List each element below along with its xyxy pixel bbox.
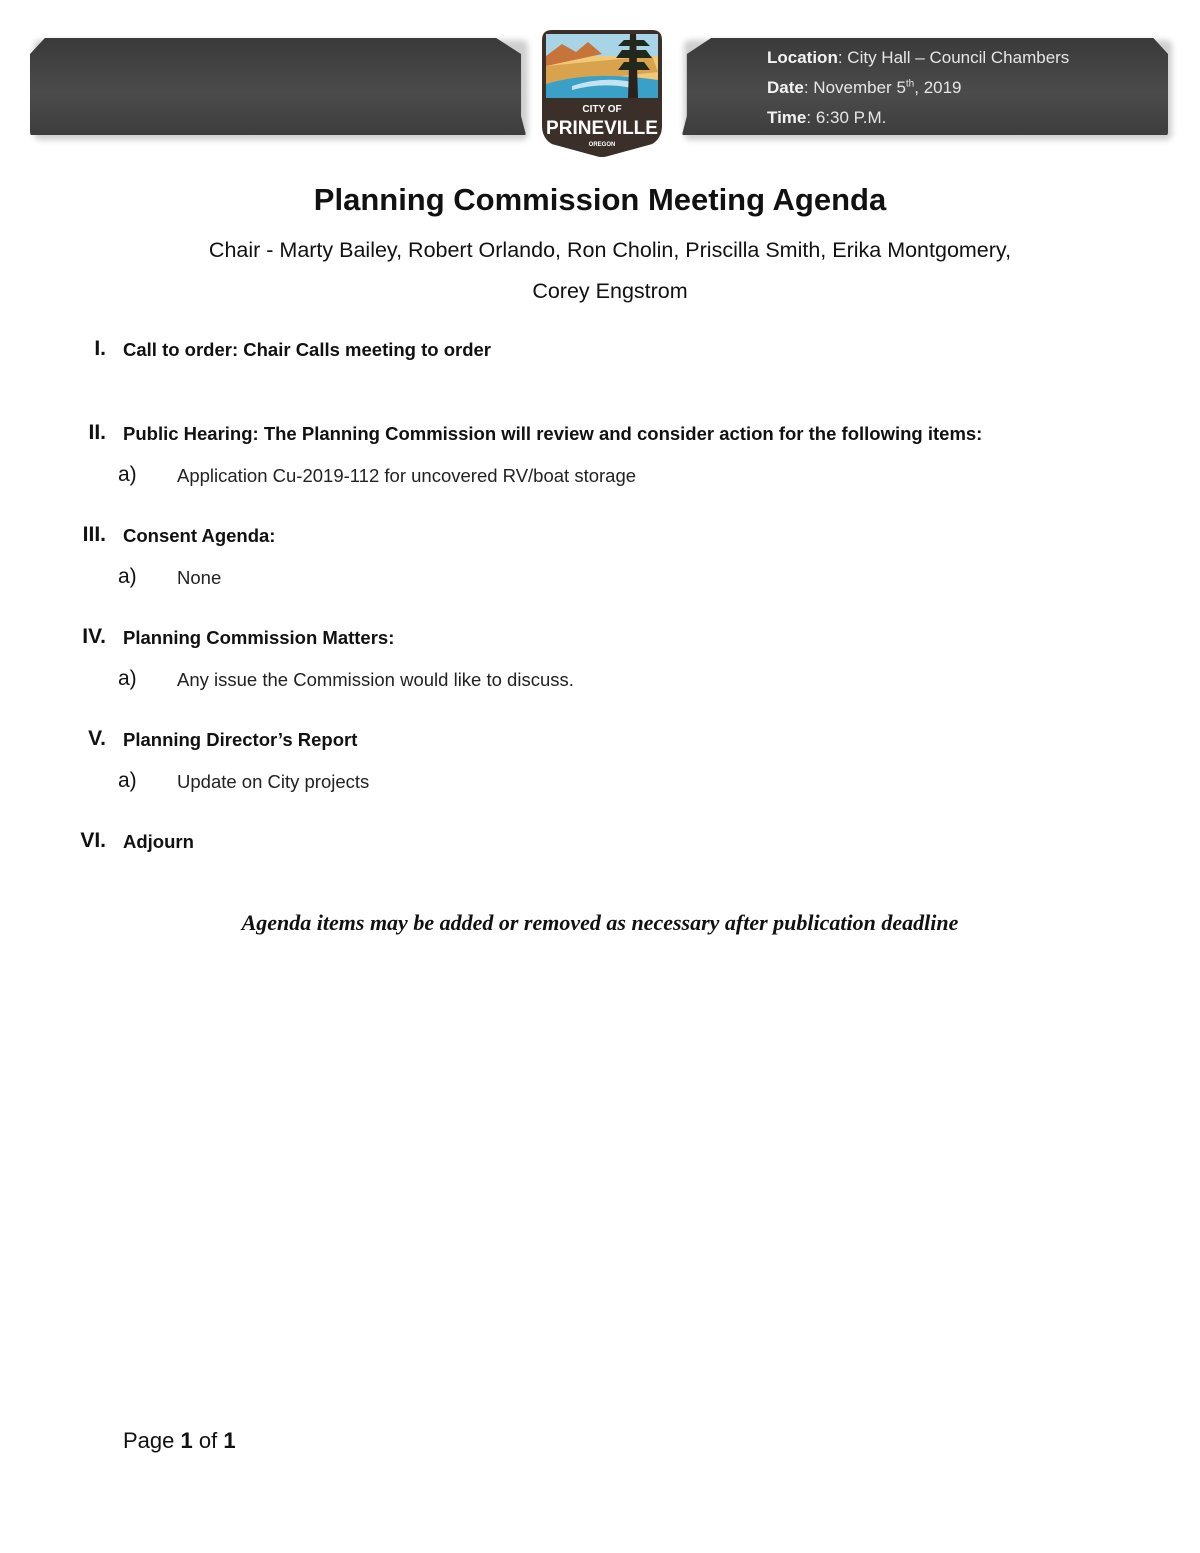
meeting-date (767, 78, 962, 98)
section-2-item-text: Application Cu-2019-112 for uncovered RV/boat storage (177, 465, 637, 486)
section-6-number: VI. (80, 829, 106, 852)
commission-members (150, 230, 1070, 312)
date-label: Date (767, 78, 804, 97)
location-value: : City Hall – Council Chambers (837, 48, 1070, 67)
time-value: : 6:30 P.M. (806, 108, 887, 127)
location-label: Location (767, 48, 838, 67)
city-of-prineville-logo (532, 26, 672, 158)
date-ordinal: th (905, 78, 915, 90)
section-3-item-text: None (177, 567, 222, 588)
page-footer (123, 1428, 236, 1454)
page-total: 1 (223, 1428, 236, 1453)
section-3-number: III. (82, 523, 106, 546)
date-year: , 2019 (914, 78, 962, 97)
date-value: : November 5 (803, 78, 906, 97)
logo-oregon: OREGON (588, 142, 616, 148)
section-2-title: Public Hearing: The Planning Commission will review and consider action for the following items: (123, 423, 983, 444)
agenda-notice: Agenda items may be added or removed as necessary after publication deadline (241, 910, 959, 935)
of-word: of (192, 1428, 224, 1453)
section-5-number: V. (88, 727, 106, 750)
section-3-title: Consent Agenda: (123, 525, 276, 546)
section-1-number: I. (94, 337, 106, 360)
section-6-title: Adjourn (123, 831, 194, 852)
section-5-item-text: Update on City projects (177, 771, 370, 792)
section-4-title: Planning Commission Matters: (123, 627, 395, 648)
members-line-1: Chair - Marty Bailey, Robert Orlando, Ron Cholin, Priscilla Smith, Erika Montgomery, (208, 238, 1012, 262)
page-number: 1 (180, 1428, 193, 1453)
section-5-item-letter: a) (118, 769, 137, 792)
section-4-item-text: Any issue the Commission would like to discuss. (177, 669, 574, 690)
logo-city-of: CITY OF (582, 104, 622, 115)
time-label: Time (767, 108, 807, 127)
page-word: Page (123, 1428, 181, 1453)
left-header-banner (30, 38, 526, 138)
meeting-time (767, 108, 886, 128)
section-2-item-letter: a) (118, 463, 137, 486)
section-4-number: IV. (82, 625, 106, 648)
section-4-item-letter: a) (118, 667, 137, 690)
section-2-number: II. (88, 421, 106, 444)
meeting-location (767, 48, 1069, 68)
members-line-2: Corey Engstrom (532, 279, 688, 303)
section-3-item-letter: a) (118, 565, 137, 588)
section-5-title: Planning Director’s Report (123, 729, 358, 750)
page-title: Planning Commission Meeting Agenda (313, 182, 887, 217)
logo-prineville: PRINEVILLE (546, 118, 658, 139)
section-1-title: Call to order: Chair Calls meeting to order (123, 339, 492, 360)
